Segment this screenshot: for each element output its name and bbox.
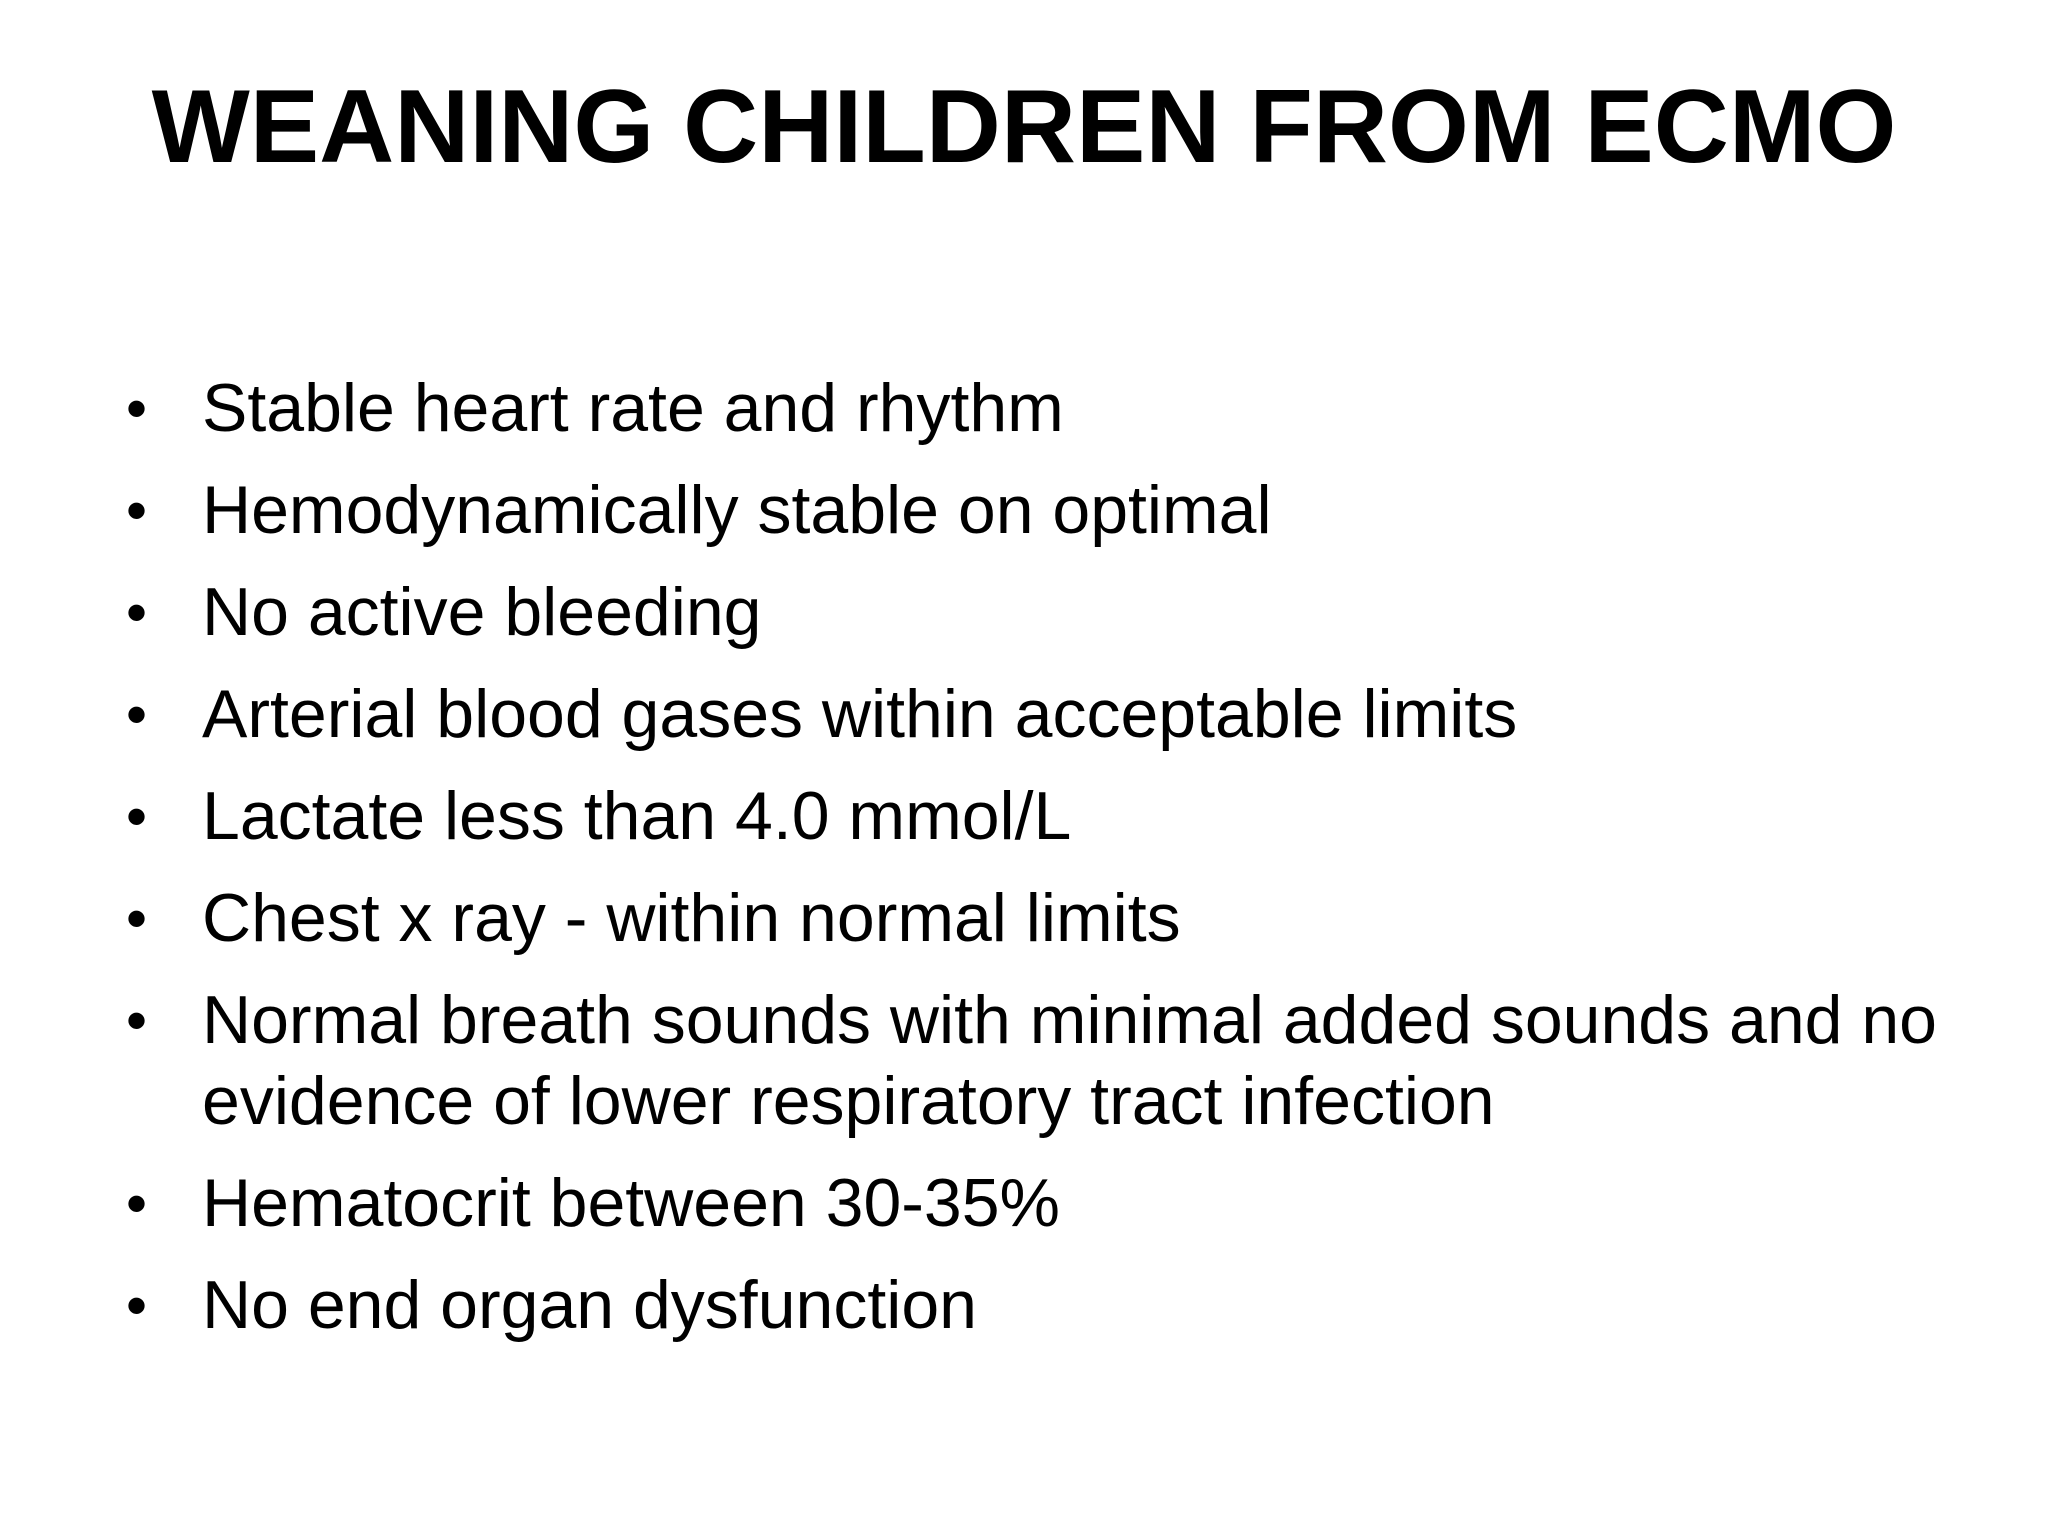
bullet-item-hematocrit xyxy=(120,1163,1970,1244)
bullet-icon: • xyxy=(126,375,148,442)
bullet-icon: • xyxy=(126,579,148,646)
bullet-text: Hematocrit between 30-35% xyxy=(202,1165,1061,1241)
bullet-text: Arterial blood gases within acceptable limits xyxy=(202,676,1518,752)
bullet-item-bleeding xyxy=(120,572,1970,653)
bullet-icon: • xyxy=(126,987,148,1054)
bullet-text: Stable heart rate and rhythm xyxy=(202,370,1064,446)
bullet-icon: • xyxy=(126,1272,148,1339)
bullet-item-blood-gases xyxy=(120,674,1970,755)
bullet-item-chest-xray xyxy=(120,878,1970,959)
bullet-item-hemodynamics xyxy=(120,470,1970,551)
bullet-text: No end organ dysfunction xyxy=(202,1267,977,1343)
bullet-icon: • xyxy=(126,681,148,748)
bullet-text: Normal breath sounds with minimal added sounds and no evidence of lower respiratory tract infection xyxy=(202,982,1937,1139)
bullet-item-end-organ xyxy=(120,1265,1970,1346)
bullet-icon: • xyxy=(126,1170,148,1237)
bullet-item-lactate xyxy=(120,776,1970,857)
bullet-text: Lactate less than 4.0 mmol/L xyxy=(202,778,1072,854)
bullet-item-heart-rate xyxy=(120,368,1970,449)
bullet-list xyxy=(120,368,1970,1367)
bullet-text: Hemodynamically stable on optimal xyxy=(202,472,1272,548)
bullet-item-breath-sounds xyxy=(120,980,1970,1142)
bullet-text: No active bleeding xyxy=(202,574,762,650)
bullet-icon: • xyxy=(126,783,148,850)
bullet-icon: • xyxy=(126,885,148,952)
bullet-text: Chest x ray - within normal limits xyxy=(202,880,1181,956)
bullet-icon: • xyxy=(126,477,148,544)
slide-title: WEANING CHILDREN FROM ECMO xyxy=(151,69,1897,185)
